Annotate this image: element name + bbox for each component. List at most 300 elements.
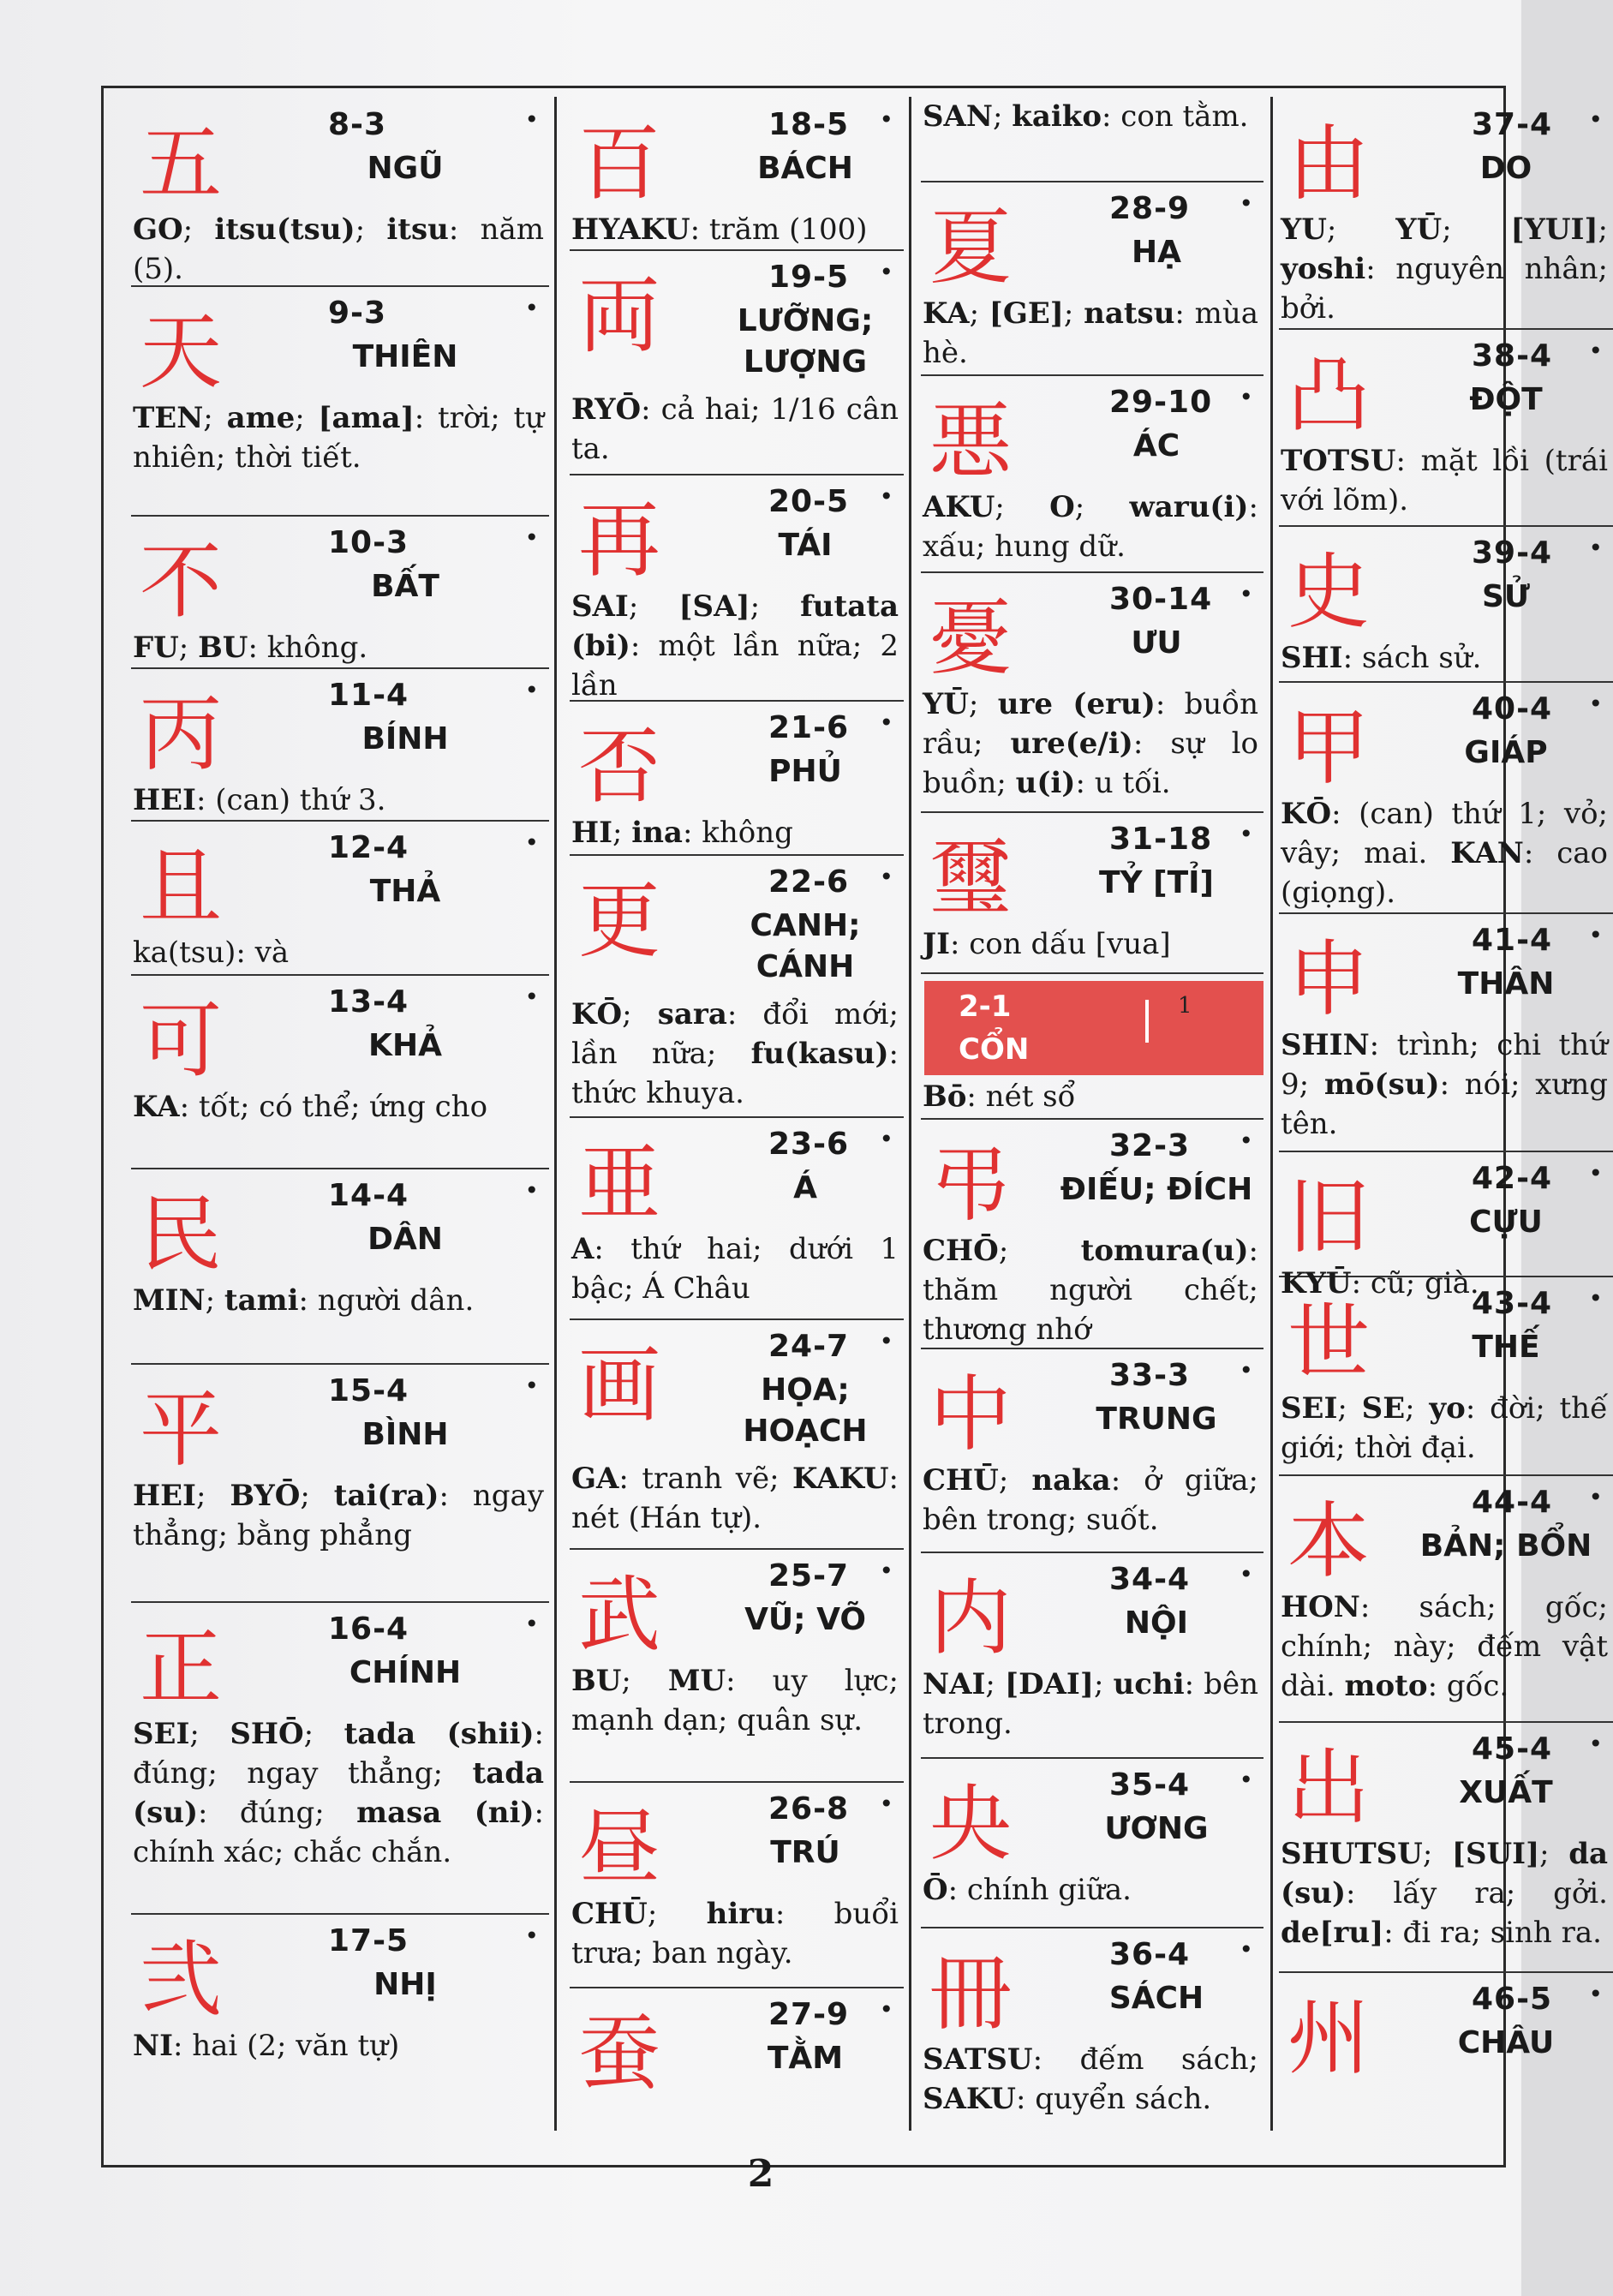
- meaning-text: : mùa hè.: [923, 296, 1259, 370]
- meaning-text: : người dân.: [298, 1283, 475, 1318]
- reading-text: waru(i): [1129, 490, 1249, 524]
- meaning-text: : buồn rầu;: [923, 687, 1258, 761]
- han-viet-reading: [707, 148, 904, 189]
- han-viet-line: CỰU: [1469, 1205, 1543, 1240]
- kanji-character: 丙: [140, 686, 222, 782]
- kanji-entry: [921, 374, 1264, 573]
- meaning-text: ;: [750, 589, 801, 624]
- reading-text: itsu: [386, 212, 449, 247]
- meaning-text: : sự lo buồn;: [923, 726, 1259, 800]
- reading-text: BU: [571, 1664, 622, 1698]
- kanji-character: 中: [929, 1366, 1012, 1462]
- definition: [1281, 794, 1608, 912]
- meaning-text: ;: [647, 1897, 707, 1931]
- definition: [1281, 1389, 1608, 1468]
- radical-highlight-box: [924, 981, 1264, 1075]
- reading-text: CHŪ: [571, 1897, 648, 1931]
- meaning-text: : không: [682, 816, 793, 850]
- kanji-character: 由: [1287, 116, 1370, 212]
- bullet-mark: •: [1239, 1127, 1253, 1155]
- bullet-mark: •: [1239, 820, 1253, 848]
- reading-text: moto: [1344, 1669, 1428, 1703]
- bullet-mark: •: [1588, 534, 1603, 562]
- kanji-character: 央: [929, 1776, 1012, 1872]
- han-viet-line: PHỦ: [768, 754, 842, 789]
- meaning-text: : đúng; ngay thẳng;: [133, 1717, 545, 1791]
- reading-text: KYŪ: [1281, 1266, 1352, 1300]
- reading-text: [GE]: [989, 296, 1064, 331]
- bullet-mark: •: [1588, 1980, 1603, 2008]
- kanji-entry: [1279, 1276, 1613, 1476]
- reading-text: YŪ: [1395, 212, 1443, 247]
- definition: [1281, 1587, 1608, 1706]
- meaning-text: : hai (2; văn tự): [172, 2029, 400, 2063]
- kanji-entry: [131, 974, 549, 1169]
- kanji-character: 否: [578, 719, 660, 815]
- meaning-text: : đời; thế giới; thời đại.: [1281, 1391, 1608, 1465]
- entry-number: 39-4: [1472, 535, 1553, 571]
- entry-number: 15-4: [328, 1373, 409, 1408]
- reading-text: TOTSU: [1281, 444, 1396, 478]
- reading-text: SEI: [1281, 1391, 1338, 1426]
- kanji-entry: [1279, 328, 1613, 527]
- definition: [133, 628, 544, 667]
- meaning-text: : đổi mới; lần nữa;: [571, 997, 899, 1071]
- reading-text: SAI: [571, 589, 629, 624]
- kanji-character: 申: [1287, 931, 1370, 1027]
- kanji-entry: [1279, 97, 1613, 330]
- bullet-mark: •: [1588, 1483, 1603, 1511]
- entry-number: 45-4: [1472, 1731, 1553, 1767]
- meaning-text: ;: [985, 1667, 1005, 1701]
- reading-text: SHŌ: [230, 1717, 304, 1751]
- han-viet-reading: [1407, 1526, 1604, 1567]
- han-viet-reading: [302, 1414, 508, 1456]
- entry-number: 9-3: [328, 296, 387, 331]
- meaning-text: : nét sổ: [966, 1079, 1076, 1114]
- entry-number: 2-1: [959, 990, 1012, 1024]
- han-viet-reading: [1407, 1202, 1604, 1243]
- reading-text: u(i): [1015, 766, 1076, 800]
- han-viet-line: SỬ: [1481, 579, 1530, 614]
- reading-text: AKU: [923, 490, 995, 524]
- han-viet-reading: [1049, 1603, 1264, 1644]
- han-viet-line: TRÚ: [770, 1835, 840, 1870]
- meaning-text: ;: [612, 816, 632, 850]
- meaning-text: : bên trong.: [923, 1667, 1258, 1741]
- kanji-entry: [570, 474, 904, 702]
- kanji-character: 且: [140, 839, 222, 935]
- entry-number: 11-4: [328, 678, 409, 713]
- meaning-text: ;: [189, 1717, 230, 1751]
- definition: [923, 294, 1258, 373]
- meaning-text: : chính giữa.: [947, 1873, 1132, 1907]
- reading-text: de[ru]: [1281, 1916, 1384, 1950]
- meaning-text: : đếm sách;: [1032, 2042, 1258, 2077]
- reading-text: SHIN: [1281, 1028, 1370, 1062]
- kanji-entry: [921, 1927, 1264, 2141]
- entry-number: 20-5: [768, 484, 850, 519]
- han-viet-line: ƯƠNG: [1104, 1811, 1209, 1846]
- bullet-mark: •: [879, 1125, 893, 1153]
- reading-text: SE: [1361, 1391, 1406, 1426]
- han-viet-reading: [1407, 380, 1604, 421]
- reading-text: uchi: [1113, 1667, 1185, 1701]
- reading-text: GA: [571, 1462, 619, 1496]
- bullet-mark: •: [524, 676, 539, 704]
- meaning-text: : không.: [248, 631, 368, 665]
- han-viet-line: HỌA;: [761, 1372, 850, 1408]
- kanji-entry: [570, 1116, 904, 1320]
- entry-number: 25-7: [768, 1558, 850, 1593]
- reading-text: NAI: [923, 1667, 986, 1701]
- han-viet-reading: [707, 1599, 904, 1641]
- han-viet-reading: [1407, 964, 1604, 1005]
- han-viet-reading: [302, 1653, 508, 1694]
- reading-text: YŪ: [923, 687, 969, 721]
- entry-number: 42-4: [1472, 1161, 1553, 1196]
- entry-number: 35-4: [1109, 1767, 1191, 1803]
- han-viet-line: TRUNG: [1096, 1402, 1217, 1437]
- bullet-mark: •: [524, 523, 539, 552]
- meaning-text: ;: [205, 1283, 224, 1318]
- reading-text: [ama]: [318, 401, 415, 435]
- han-viet-line: BÍNH: [361, 721, 449, 756]
- reading-text: SEI: [133, 1717, 190, 1751]
- han-viet-line: THẾ: [1472, 1330, 1540, 1365]
- column-2: [570, 97, 904, 2139]
- han-viet-reading: [302, 1964, 508, 2006]
- reading-text: SHUTSU: [1281, 1837, 1423, 1871]
- han-viet-line: BẤT: [371, 569, 439, 604]
- kanji-character: 画: [578, 1337, 660, 1433]
- entry-number: 24-7: [768, 1329, 850, 1364]
- meaning-text: : sách sử.: [1342, 641, 1482, 675]
- definition: [1281, 441, 1608, 520]
- kanji-entry: [131, 1601, 549, 1915]
- han-viet-line: CHÂU: [1457, 2025, 1555, 2060]
- reading-text: yoshi: [1281, 252, 1366, 286]
- meaning-text: : đi ra; sinh ra.: [1383, 1916, 1602, 1950]
- han-viet-line: HẠ: [1132, 235, 1181, 270]
- reading-text: GO: [133, 212, 183, 247]
- definition: [1281, 210, 1608, 328]
- meaning-text: ;: [1442, 212, 1511, 247]
- kanji-character: 蚕: [578, 2006, 660, 2102]
- entry-number: 29-10: [1109, 385, 1213, 420]
- bullet-mark: •: [879, 863, 893, 891]
- kanji-entry: [570, 249, 904, 475]
- han-viet-reading: [1407, 1773, 1604, 1814]
- entry-number: 12-4: [328, 830, 409, 865]
- han-viet-line: NGŨ: [367, 151, 444, 186]
- definition: [923, 1870, 1258, 1910]
- meaning-text: ;: [998, 1234, 1081, 1268]
- kanji-character: 世: [1287, 1294, 1370, 1390]
- bullet-mark: •: [1239, 1560, 1253, 1588]
- kanji-character: 両: [578, 268, 660, 364]
- kanji-character: 更: [578, 873, 660, 969]
- bullet-mark: •: [1239, 1766, 1253, 1794]
- bullet-mark: •: [1588, 1159, 1603, 1187]
- bullet-mark: •: [879, 709, 893, 737]
- han-viet-reading: [1049, 1809, 1264, 1850]
- definition: [923, 97, 1258, 136]
- han-viet-reading: [707, 525, 904, 566]
- bullet-mark: •: [879, 105, 893, 134]
- column-3: [921, 97, 1264, 2139]
- reading-text: O: [1049, 490, 1075, 524]
- bullet-mark: •: [524, 1372, 539, 1400]
- meaning-text: : cả hai; 1/16 cân ta.: [571, 392, 899, 466]
- kanji-character: 可: [140, 993, 222, 1089]
- meaning-text: : ở giữa; bên trong; suốt.: [923, 1463, 1258, 1537]
- han-viet-line: THẢ: [369, 874, 441, 909]
- meaning-text: : tốt; có thể; ứng cho: [179, 1090, 488, 1124]
- entry-number: 21-6: [768, 710, 850, 745]
- reading-text: fu(kasu): [750, 1037, 889, 1071]
- reading-text: tomura(u): [1080, 1234, 1249, 1268]
- meaning-text: : cao (giọng).: [1281, 836, 1609, 910]
- kanji-character: 天: [140, 304, 222, 400]
- kanji-entry: [131, 820, 549, 976]
- reading-text: itsu(tsu): [214, 212, 355, 247]
- reading-text: yo: [1429, 1391, 1466, 1426]
- kanji-entry: [1279, 1721, 1613, 1973]
- reading-text: hiru: [706, 1897, 775, 1931]
- kanji-entry: [570, 97, 904, 251]
- meaning-text: : mặt lồi (trái với lõm).: [1281, 444, 1608, 517]
- meaning-text: ;: [628, 589, 679, 624]
- han-viet-line: BÌNH: [361, 1417, 449, 1452]
- meaning-text: : thăm người chết; thương nhớ: [923, 1234, 1258, 1347]
- page-number: 2: [747, 2152, 774, 2196]
- page-frame: [101, 86, 1609, 2167]
- reading-text: [YUI]: [1510, 212, 1598, 247]
- kanji-entry: [131, 1168, 549, 1365]
- kanji-character: 不: [140, 534, 222, 630]
- meaning-text: ;: [1405, 1391, 1430, 1426]
- han-viet-line: Á: [793, 1170, 817, 1205]
- kanji-character: 凸: [1287, 347, 1370, 443]
- reading-text: FU: [133, 631, 179, 665]
- han-viet-line: ĐỘT: [1469, 382, 1543, 417]
- definition: [133, 2026, 544, 2066]
- han-viet-reading: [302, 566, 508, 607]
- meaning-text: : buổi trưa; ban ngày.: [571, 1897, 899, 1970]
- meaning-text: : gốc.: [1427, 1669, 1509, 1703]
- reading-text: NI: [133, 2029, 173, 2063]
- meaning-text: : quyển sách.: [1015, 2082, 1212, 2116]
- meaning-text: ;: [968, 687, 998, 721]
- kanji-character: 弐: [140, 1932, 222, 2028]
- han-viet-reading: [1049, 1399, 1264, 1440]
- column-divider: [1270, 97, 1273, 2131]
- entry-number: 23-6: [768, 1127, 850, 1162]
- meaning-text: : ngay thẳng; bằng phẳng: [133, 1479, 545, 1552]
- meaning-text: : thức khuya.: [571, 1037, 899, 1110]
- reading-text: [DAI]: [1004, 1667, 1094, 1701]
- reading-text: HEI: [133, 783, 196, 817]
- meaning-text: ;: [355, 212, 387, 247]
- han-viet-reading: [707, 301, 904, 383]
- meaning-text: : trời; tự nhiên; thời tiết.: [133, 401, 545, 475]
- reading-text: SATSU: [923, 2042, 1033, 2077]
- definition: [571, 587, 899, 705]
- meaning-text: ;: [1063, 296, 1084, 331]
- definition: [133, 780, 544, 820]
- definition: [1281, 1025, 1608, 1144]
- bullet-mark: •: [1588, 921, 1603, 949]
- entry-number: 18-5: [768, 107, 850, 142]
- definition: [923, 685, 1258, 803]
- reading-text: KAKU: [792, 1462, 889, 1496]
- entry-number: 46-5: [1472, 1982, 1553, 2017]
- reading-text: JI: [923, 927, 950, 961]
- reading-text: BYŌ: [230, 1479, 301, 1513]
- meaning-text: : (can) thứ 1; vỏ; vây; mai.: [1281, 797, 1608, 870]
- kanji-character: 旧: [1287, 1169, 1370, 1265]
- entry-number: 32-3: [1109, 1128, 1191, 1163]
- bullet-mark: •: [524, 828, 539, 857]
- definition: [571, 1661, 899, 1740]
- definition: [923, 1665, 1258, 1743]
- entry-number: 41-4: [1472, 923, 1553, 958]
- han-viet-line: ÁC: [1132, 428, 1180, 463]
- kanji-entry: [131, 97, 549, 287]
- han-viet-line: CHÍNH: [349, 1655, 462, 1690]
- kanji-entry: [131, 515, 549, 669]
- bullet-mark: •: [879, 1327, 893, 1355]
- han-viet-reading: CỔN: [959, 1032, 1030, 1067]
- reading-text: HI: [571, 816, 613, 850]
- kanji-character: 民: [140, 1187, 222, 1283]
- reading-text: SAKU: [923, 2082, 1016, 2116]
- bullet-mark: •: [1239, 383, 1253, 411]
- kanji-entry: [131, 1363, 549, 1603]
- meaning-text: ;: [995, 490, 1050, 524]
- kanji-entry: [1279, 1971, 1613, 2117]
- reading-text: KŌ: [571, 997, 623, 1031]
- reading-text: [SA]: [678, 589, 750, 624]
- meaning-text: ;: [203, 401, 227, 435]
- entry-number: 17-5: [328, 1923, 409, 1958]
- kanji-character: 州: [1287, 1990, 1370, 2086]
- meaning-text: ;: [195, 1479, 230, 1513]
- kanji-character: 五: [140, 116, 222, 212]
- bullet-mark: •: [524, 294, 539, 322]
- reading-text: Bō: [923, 1079, 967, 1114]
- reading-text: ure(e/i): [1010, 726, 1133, 761]
- reading-text: BU: [198, 631, 248, 665]
- han-viet-line: KHẢ: [368, 1028, 442, 1063]
- han-viet-reading: [302, 1025, 508, 1067]
- han-viet-line: ƯU: [1131, 625, 1182, 661]
- han-viet-reading: [1049, 232, 1264, 273]
- definition: [571, 1459, 899, 1538]
- definition: [133, 1281, 544, 1320]
- definition: [133, 1714, 544, 1872]
- meaning-text: ;: [1074, 490, 1130, 524]
- definition: [133, 210, 544, 289]
- han-viet-reading: [302, 148, 508, 189]
- han-viet-line: VŨ; VÕ: [744, 1602, 866, 1637]
- reading-text: CHŪ: [923, 1463, 999, 1498]
- continued-entry: [921, 97, 1264, 182]
- reading-text: KA: [923, 296, 970, 331]
- han-viet-reading: [1407, 732, 1604, 774]
- meaning-text: ;: [969, 296, 989, 331]
- han-viet-reading: [302, 1219, 508, 1260]
- meaning-text: ;: [303, 1717, 344, 1751]
- entry-number: 26-8: [768, 1791, 850, 1827]
- definition: [571, 813, 899, 852]
- bullet-mark: •: [1588, 337, 1603, 365]
- reading-text: MU: [667, 1664, 726, 1698]
- meaning-text: ;: [300, 1479, 334, 1513]
- kanji-entry: [570, 1318, 904, 1550]
- bullet-mark: •: [879, 258, 893, 286]
- bullet-mark: •: [1588, 1730, 1603, 1758]
- meaning-text: : tranh vẽ;: [618, 1462, 792, 1496]
- meaning-text: : u tối.: [1075, 766, 1171, 800]
- kanji-entry: [921, 181, 1264, 376]
- reading-text: [SUI]: [1451, 1837, 1540, 1871]
- reading-text: mō(su): [1323, 1067, 1440, 1102]
- meaning-text: ;: [622, 997, 658, 1031]
- kanji-entry: [570, 1987, 904, 2150]
- kanji-character: 武: [578, 1567, 660, 1663]
- han-viet-reading: [1049, 426, 1264, 467]
- entry-number: 28-9: [1109, 191, 1191, 226]
- han-viet-reading: [302, 337, 508, 378]
- meaning-text: : uy lực; mạnh dạn; quân sự.: [571, 1664, 899, 1737]
- entry-number: 10-3: [328, 525, 409, 560]
- han-viet-line: TÁI: [778, 528, 833, 563]
- bullet-mark: •: [1239, 189, 1253, 218]
- kanji-entry: [570, 1781, 904, 1988]
- han-viet-reading: [1407, 577, 1604, 618]
- entry-number: 19-5: [768, 260, 850, 295]
- kanji-entry: [1279, 912, 1613, 1152]
- meaning-text: : nói; xưng tên.: [1281, 1067, 1608, 1141]
- han-viet-reading: [302, 719, 508, 760]
- entry-number: 22-6: [768, 864, 850, 900]
- entry-number: 16-4: [328, 1611, 409, 1647]
- meaning-text: : nguyên nhân; bởi.: [1281, 252, 1608, 326]
- reading-text: SAN: [923, 99, 994, 134]
- kanji-entry: [921, 571, 1264, 813]
- entry-number: 27-9: [768, 1997, 850, 2032]
- kanji-entry: [570, 1548, 904, 1783]
- bullet-mark: •: [879, 1790, 893, 1818]
- meaning-text: : chính xác; chắc chắn.: [133, 1796, 545, 1869]
- definition: [923, 924, 1258, 964]
- reading-text: tai(ra): [333, 1479, 439, 1513]
- kanji-character: 冊: [929, 1946, 1012, 2042]
- han-viet-line: BẢN; BỔN: [1419, 1528, 1592, 1564]
- kanji-entry: [921, 1348, 1264, 1553]
- entry-number: 37-4: [1472, 107, 1553, 142]
- bullet-mark: •: [879, 1995, 893, 2024]
- han-viet-reading: [707, 1370, 904, 1452]
- han-viet-reading: [707, 1168, 904, 1209]
- han-viet-reading: [707, 2038, 904, 2079]
- kanji-character: 亜: [578, 1135, 660, 1231]
- kanji-character: 弔: [929, 1137, 1012, 1233]
- meaning-text: : con dấu [vua]: [950, 927, 1171, 961]
- han-viet-line: ĐIẾU; ĐÍCH: [1060, 1172, 1253, 1207]
